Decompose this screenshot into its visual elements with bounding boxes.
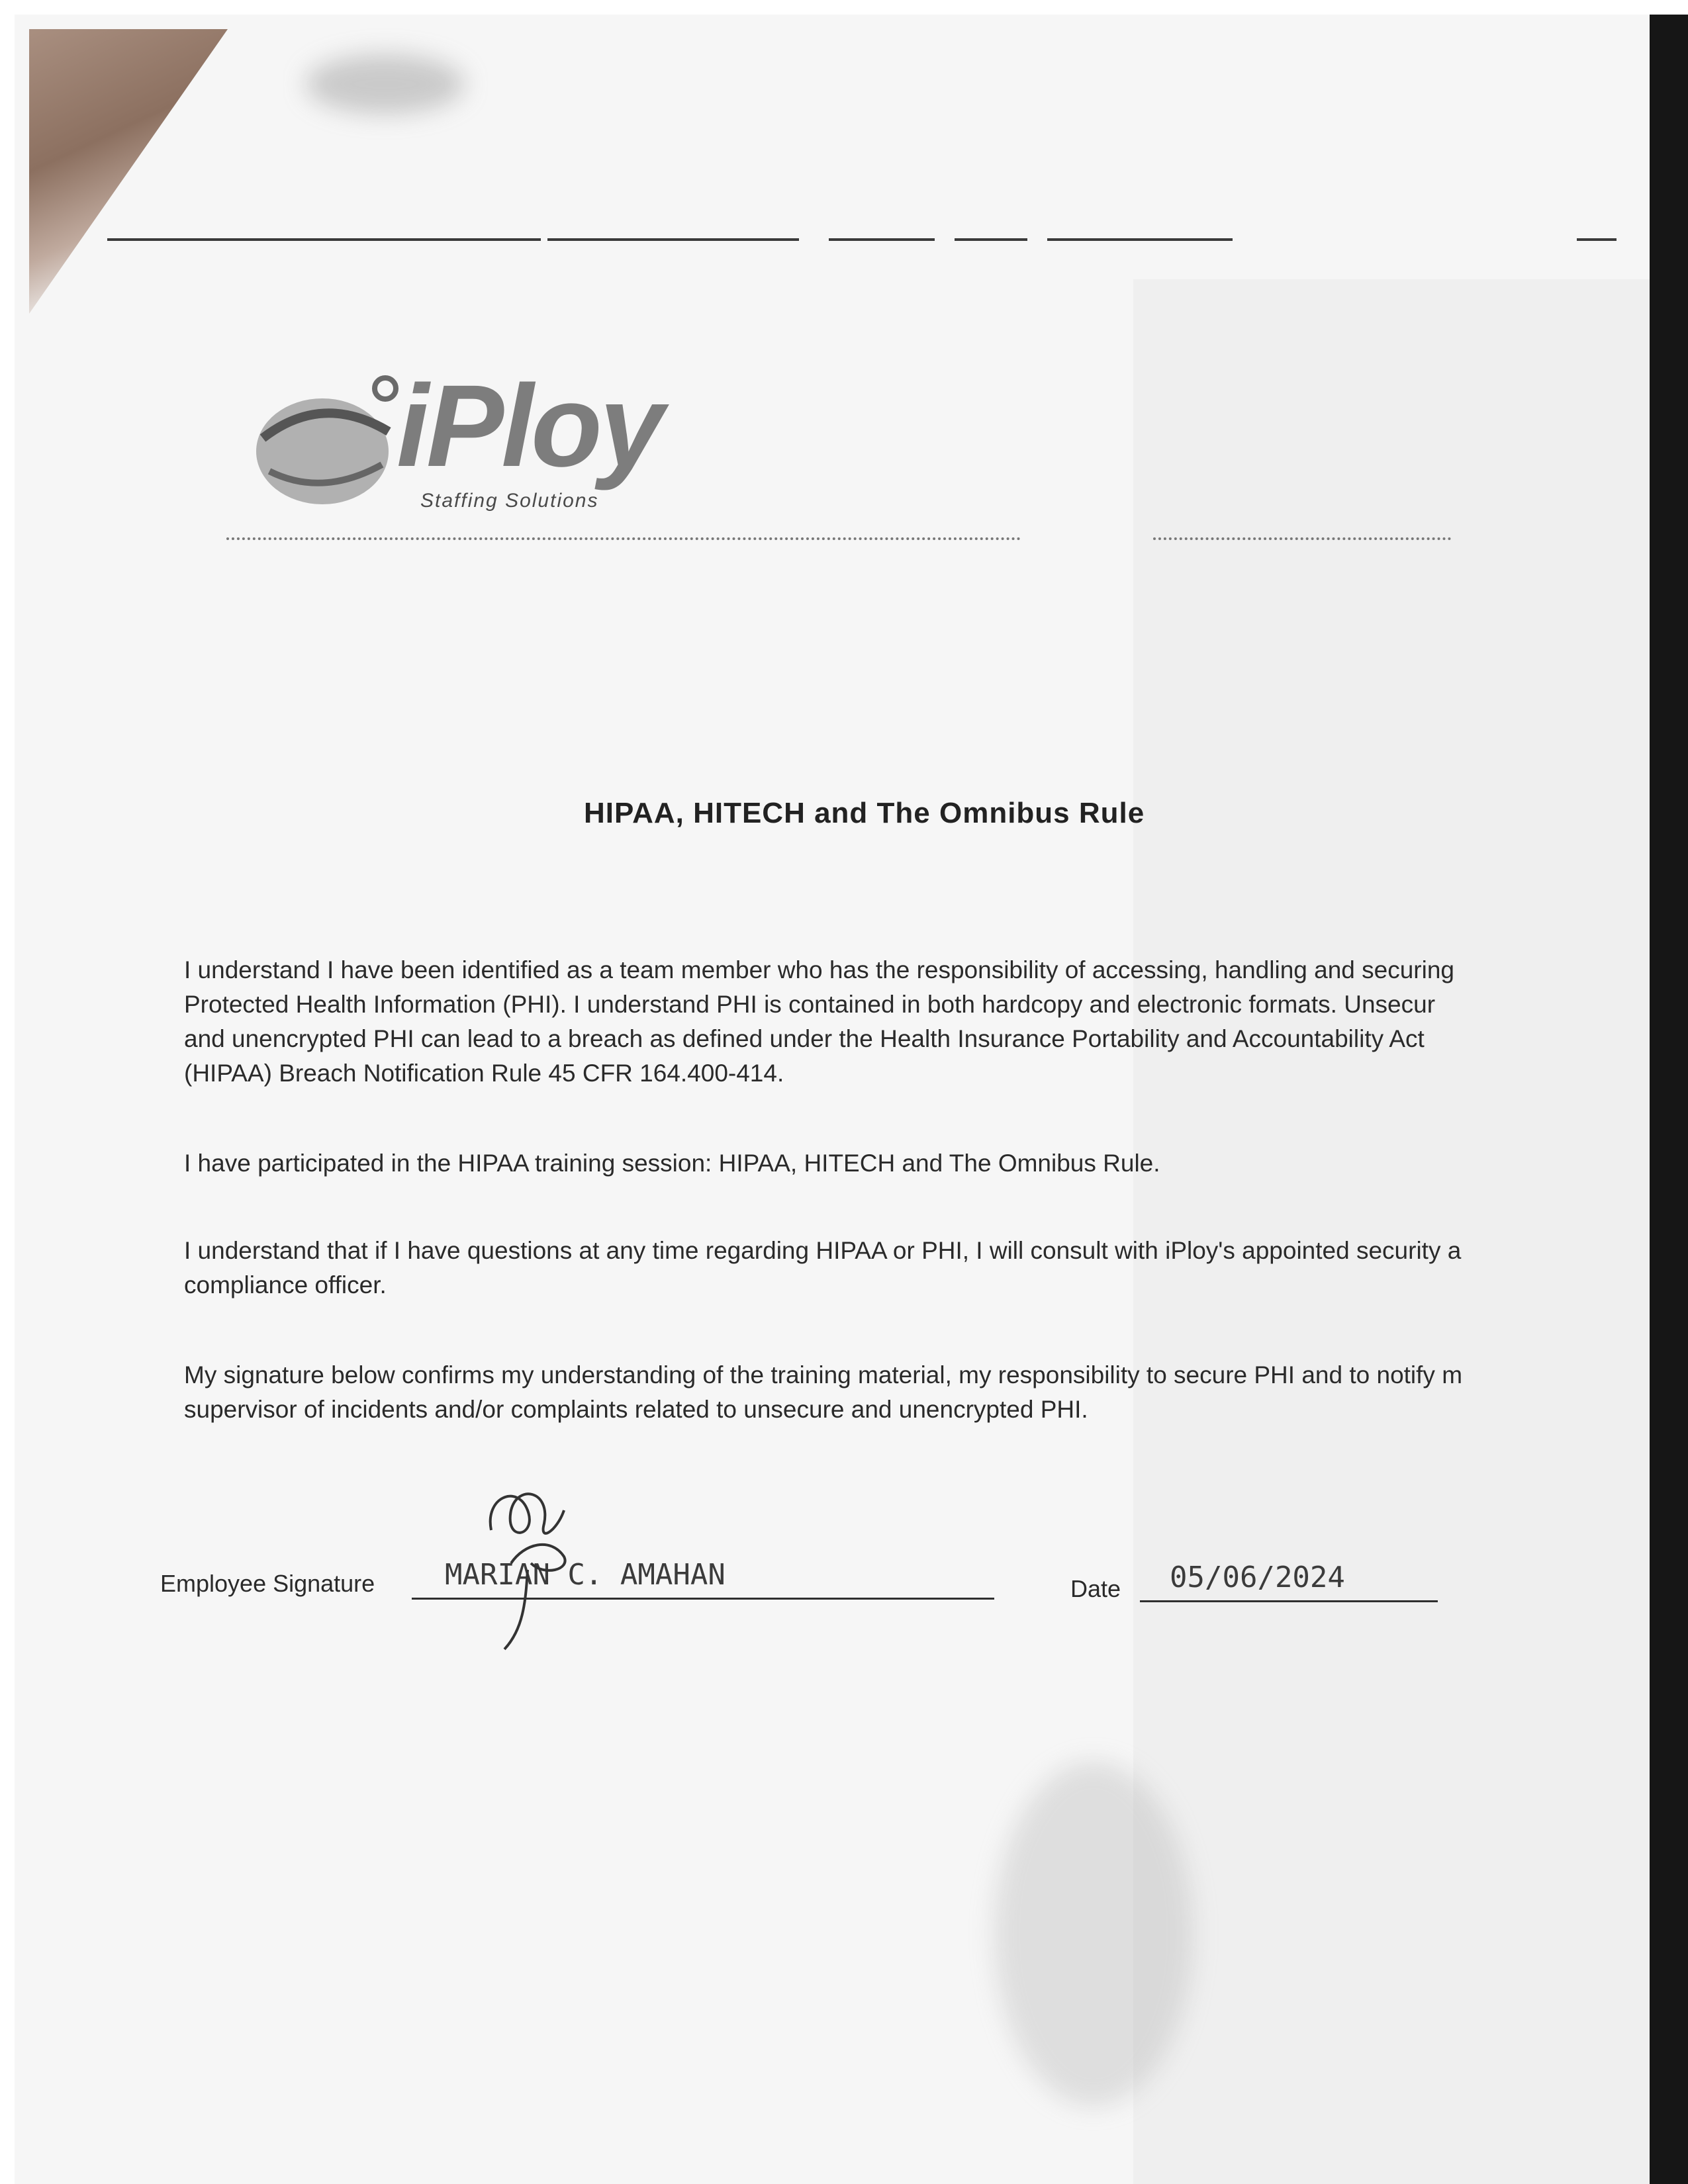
paragraph-line: My signature below confirms my understanding of the training material, my responsibility to secure PHI and to notify m	[184, 1361, 1463, 1388]
top-rule-4	[955, 238, 1027, 241]
scanner-margin-left	[0, 0, 15, 2184]
scanner-margin-top	[0, 0, 1688, 15]
finger-shadow	[29, 29, 228, 314]
handwritten-name: MARIAN C. AMAHAN	[445, 1558, 726, 1592]
paragraph-responsibility	[184, 953, 1650, 1091]
top-rule-2	[547, 238, 799, 241]
document-title: HIPAA, HITECH and The Omnibus Rule	[584, 797, 1145, 829]
scanner-edge-right	[1650, 15, 1688, 2184]
paragraph-line: (HIPAA) Breach Notification Rule 45 CFR 164.400-414.	[184, 1060, 784, 1087]
paragraph-line: I understand that if I have questions at any time regarding HIPAA or PHI, I will consult with iPloy's appointed security a	[184, 1237, 1462, 1264]
signature-label: Employee Signature	[160, 1570, 375, 1597]
logo-tagline: Staffing Solutions	[420, 490, 599, 512]
logo-wordmark: iPloy	[397, 361, 662, 491]
dotted-rule-1	[226, 537, 1021, 540]
scanned-page	[15, 15, 1650, 2184]
paragraph-line: and unencrypted PHI can lead to a breach as defined under the Health Insurance Portability and Accountability Act	[184, 1025, 1425, 1052]
paragraph-line: supervisor of incidents and/or complaints related to unsecure and unencrypted PHI.	[184, 1396, 1088, 1423]
top-rule-5	[1047, 238, 1233, 241]
paragraph-line: I understand I have been identified as a team member who has the responsibility of accessing, handling and securing	[184, 956, 1454, 983]
date-label: Date	[1070, 1575, 1121, 1602]
paragraph-line: I have participated in the HIPAA training session: HIPAA, HITECH and The Omnibus Rule.	[184, 1150, 1160, 1177]
paragraph-line: Protected Health Information (PHI). I understand PHI is contained in both hardcopy and electronic formats. Unsecur	[184, 991, 1436, 1018]
globe-icon	[243, 372, 402, 518]
signature-scribble	[465, 1471, 597, 1669]
paragraph-questions	[184, 1234, 1650, 1302]
paragraph-line: compliance officer.	[184, 1271, 387, 1298]
paragraph-training	[184, 1146, 1650, 1181]
date-line	[1140, 1600, 1438, 1602]
iploy-logo	[243, 359, 706, 531]
top-rule-3	[829, 238, 935, 241]
smudge-bottom	[994, 1762, 1193, 2106]
handwritten-date: 05/06/2024	[1170, 1561, 1345, 1594]
dotted-rule-2	[1153, 537, 1451, 540]
paragraph-confirmation	[184, 1358, 1650, 1427]
smudge-top	[306, 54, 465, 114]
top-rule-1	[107, 238, 541, 241]
top-rule-6	[1577, 238, 1617, 241]
scan-shading	[1133, 279, 1650, 2184]
